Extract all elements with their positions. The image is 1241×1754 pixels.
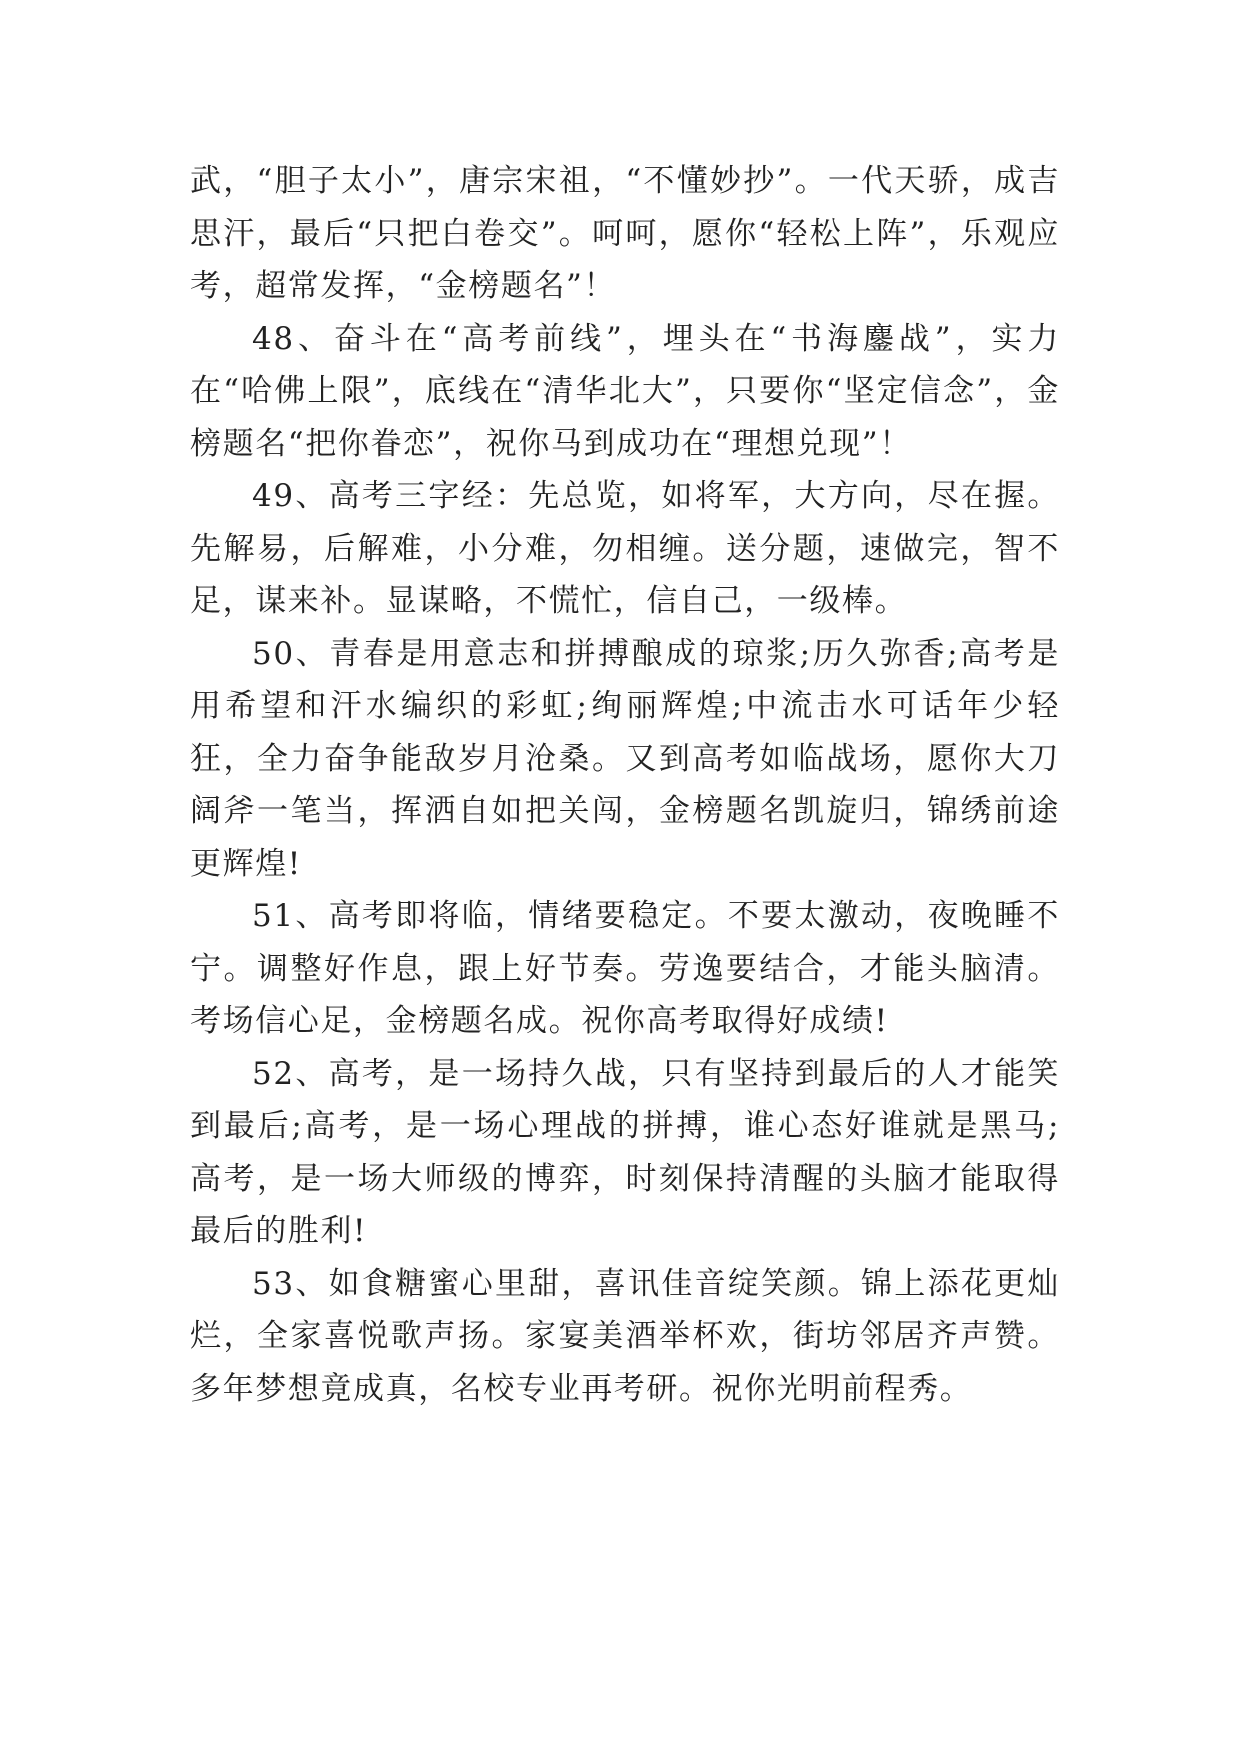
paragraph-continuation: 武，“胆子太小”，唐宗宋祖，“不懂妙抄”。一代天骄，成吉思汗，最后“只把白卷交”。呵呵，愿你“轻松上阵”，乐观应考，超常发挥，“金榜题名”！	[190, 163, 1060, 304]
paragraph-52: 52、高考，是一场持久战，只有坚持到最后的人才能笑到最后;高考，是一场心理战的拼搏，谁心态好谁就是黑马;高考，是一场大师级的博弈，时刻保持清醒的头脑才能取得最后的胜利!	[190, 1055, 1060, 1249]
paragraph-48: 48、奋斗在“高考前线”，埋头在“书海鏖战”，实力在“哈佛上限”，底线在“清华北大”，只要你“坚定信念”，金榜题名“把你眷恋”，祝你马到成功在“理想兑现”！	[190, 320, 1060, 462]
paragraph-51: 51、高考即将临，情绪要稳定。不要太激动，夜晚睡不宁。调整好作息，跟上好节奏。劳逸要结合，才能头脑清。考场信心足，金榜题名成。祝你高考取得好成绩!	[190, 898, 1060, 1039]
paragraph-53: 53、如食糖蜜心里甜，喜讯佳音绽笑颜。锦上添花更灿烂，全家喜悦歌声扬。家宴美酒举杯欢，街坊邻居齐声赞。多年梦想竟成真，名校专业再考研。祝你光明前程秀。	[190, 1265, 1060, 1407]
paragraph-50: 50、青春是用意志和拼搏酿成的琼浆;历久弥香;高考是用希望和汗水编织的彩虹;绚丽辉煌;中流击水可话年少轻狂，全力奋争能敌岁月沧桑。又到高考如临战场，愿你大刀阔斧一笔当，挥洒自如把关闯，金榜题名凯旋归，锦绣前途更辉煌!	[190, 635, 1060, 882]
paragraph-49: 49、高考三字经：先总览，如将军，大方向，尽在握。先解易，后解难，小分难，勿相缠。送分题，速做完，智不足，谋来补。显谋略，不慌忙，信自己，一级棒。	[190, 478, 1060, 619]
document-body	[190, 155, 1060, 1415]
